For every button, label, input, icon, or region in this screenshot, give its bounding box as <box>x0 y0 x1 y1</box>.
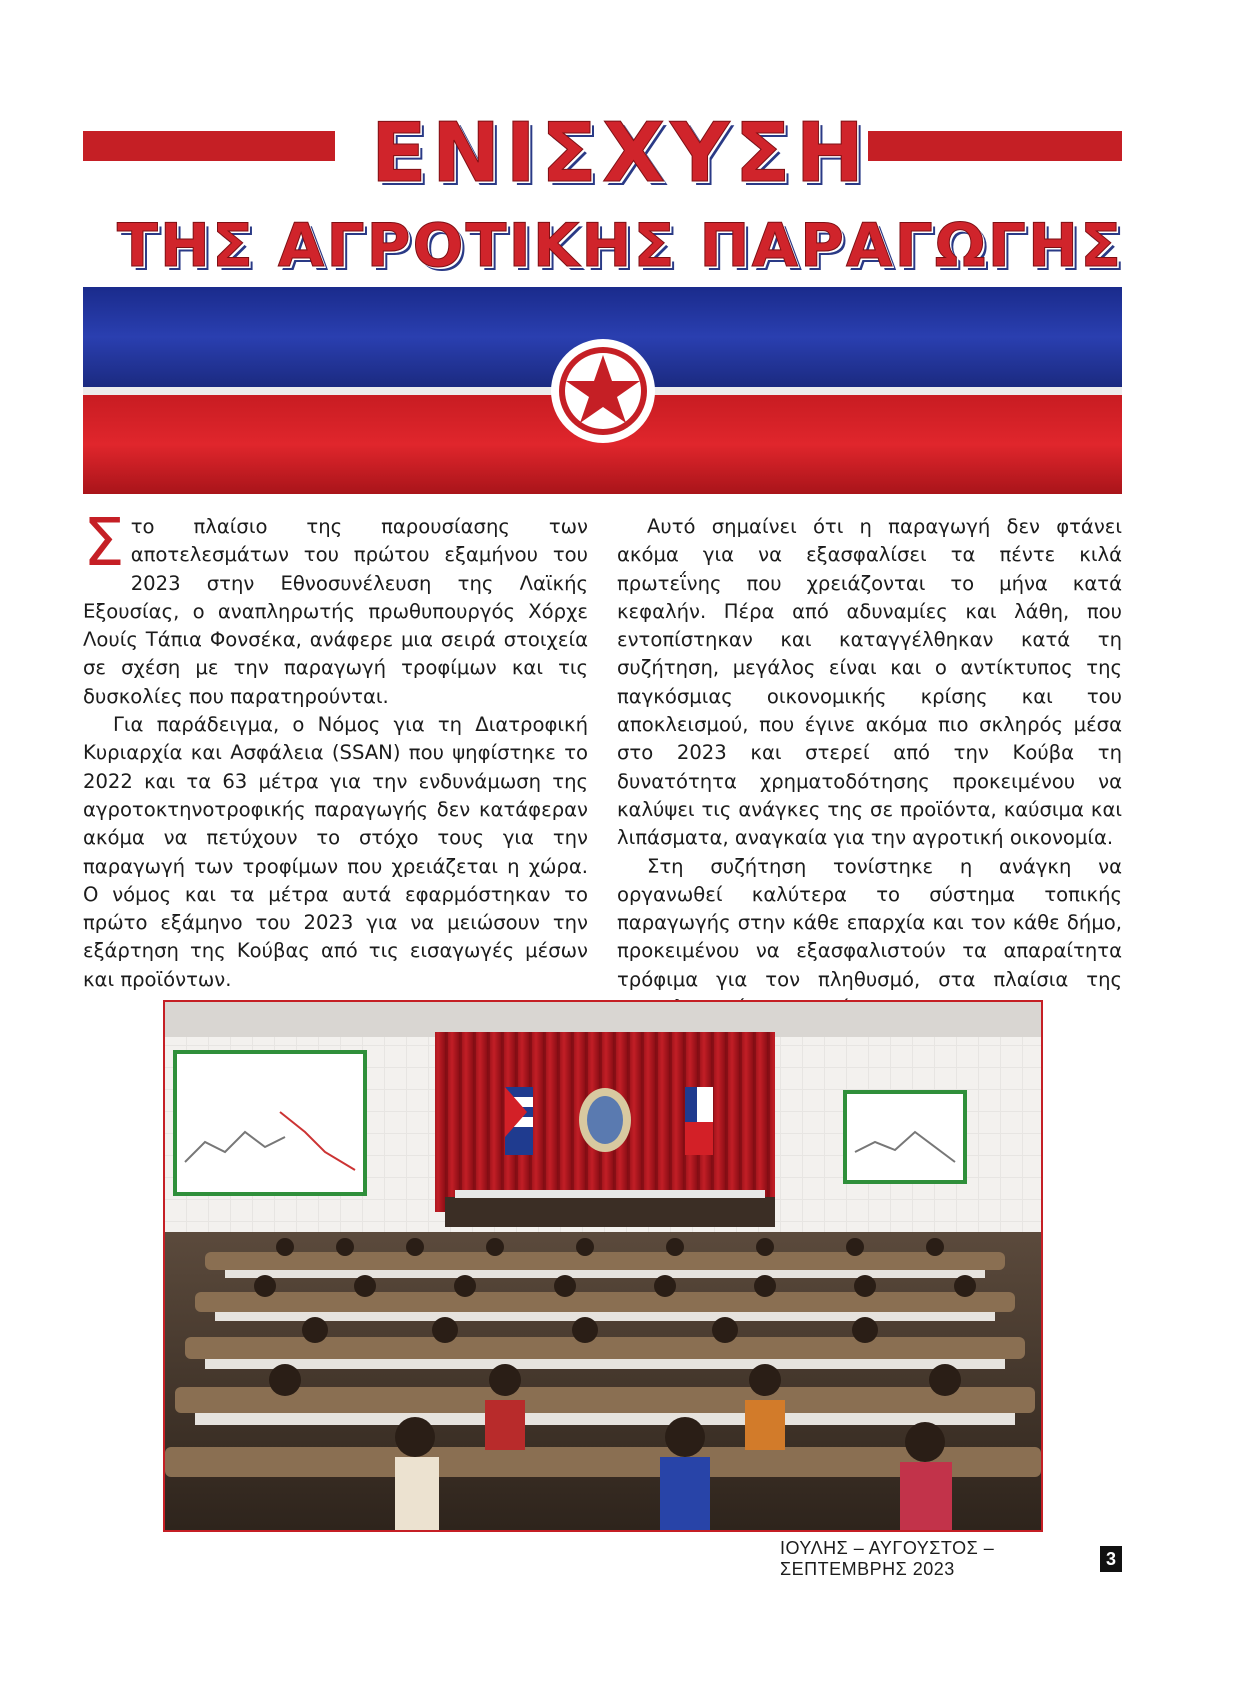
drop-cap: Σ <box>83 504 125 581</box>
issue-label: ΙΟΥΛΗΣ – ΑΥΓΟΥΣΤΟΣ – ΣΕΠΤΕΜΒΡΗΣ 2023 <box>780 1538 995 1579</box>
headline-line-1: ΕΝΙΣΧΥΣΗ <box>370 106 870 201</box>
paragraph-2: Για παράδειγμα, ο Νόμος για τη Διατροφική Κυριαρχία και Ασφάλεια (SSAN) που ψηφίστηκε το 2022 και τα 63 μέτρα για την ενδυνάμωση της αγροτοκτηνοτροφικής παραγωγής δεν κατάφεραν ακόμα να πετύχουν το στόχο τους για την παραγωγή των τροφίμων που χρειάζεται η χώρα. Ο νόμος και τα μέτρα αυτά εφαρμόστηκαν το πρώτο εξάμηνο του 2023 για να μειώσουν την εξάρτηση της Κούβας από τις εισαγωγές μέσων και προϊόντων. <box>83 713 588 991</box>
article-column-left <box>83 504 588 994</box>
flag-banner <box>83 287 1122 494</box>
page-footer <box>780 1538 1122 1579</box>
assembly-hall-photo <box>163 1000 1043 1532</box>
paragraph-4: Στη συζήτηση τονίστηκε η ανάγκη να οργανωθεί καλύτερα το σύστημα τοπικής παραγωγής στην κάθε επαρχία και τον κάθε δήμο, προκειμένου να εξασφαλιστούν τα απαραίτητα τρόφιμα για τον πληθυσμό, στα πλαίσια της <box>617 854 1122 991</box>
page-number: 3 <box>1100 1546 1122 1572</box>
headline-line-2: ΤΗΣ ΑΓΡΟΤΙΚΗΣ ΠΑΡΑΓΩΓΗΣ <box>116 211 1124 281</box>
article-column-right <box>617 513 1122 1022</box>
paragraph-3: Αυτό σημαίνει ότι η παραγωγή δεν φτάνει ακόμα για να εξασφαλίσει τα πέντε κιλά πρωτεΐνης που χρειάζονται το μήνα κατά κεφαλήν. Πέρα από αδυναμίες και λάθη, που εντοπίστηκαν και καταγγέλθηκαν κατά τη συζήτηση, μεγάλος είναι και ο αντίκτυπος της παγκόσμιας οικονομικής κρίσης και του αποκλεισμού, που έγινε ακόμα πιο σκληρός μέσα στο 2023 και στερεί από την Κούβα τη δυνατότητα χρηματοδότησης προκειμένου να καλύψει τις ανάγκες της σε προϊόντα, καύσιμα και λιπάσματα, αναγκαία για την αγροτική οικονομία. <box>617 515 1122 850</box>
paragraph-1: Στο πλαίσιο της παρουσίασης των αποτελεσμάτων του πρώτου εξαμήνου του 2023 στην Εθνοσυνέλευση της Λαϊκής Εξουσίας, ο αναπληρωτής πρωθυπουργός Χόρχε Λουίς Τάπια Φονσέκα, ανάφερε μια σειρά στοιχεία σε σχέση με την παραγωγή τροφίμων και τις δυσκολίες που παρατηρούνται. <box>83 504 588 708</box>
assembly-hall-illustration <box>165 1002 1041 1530</box>
star-emblem-icon <box>551 339 655 443</box>
